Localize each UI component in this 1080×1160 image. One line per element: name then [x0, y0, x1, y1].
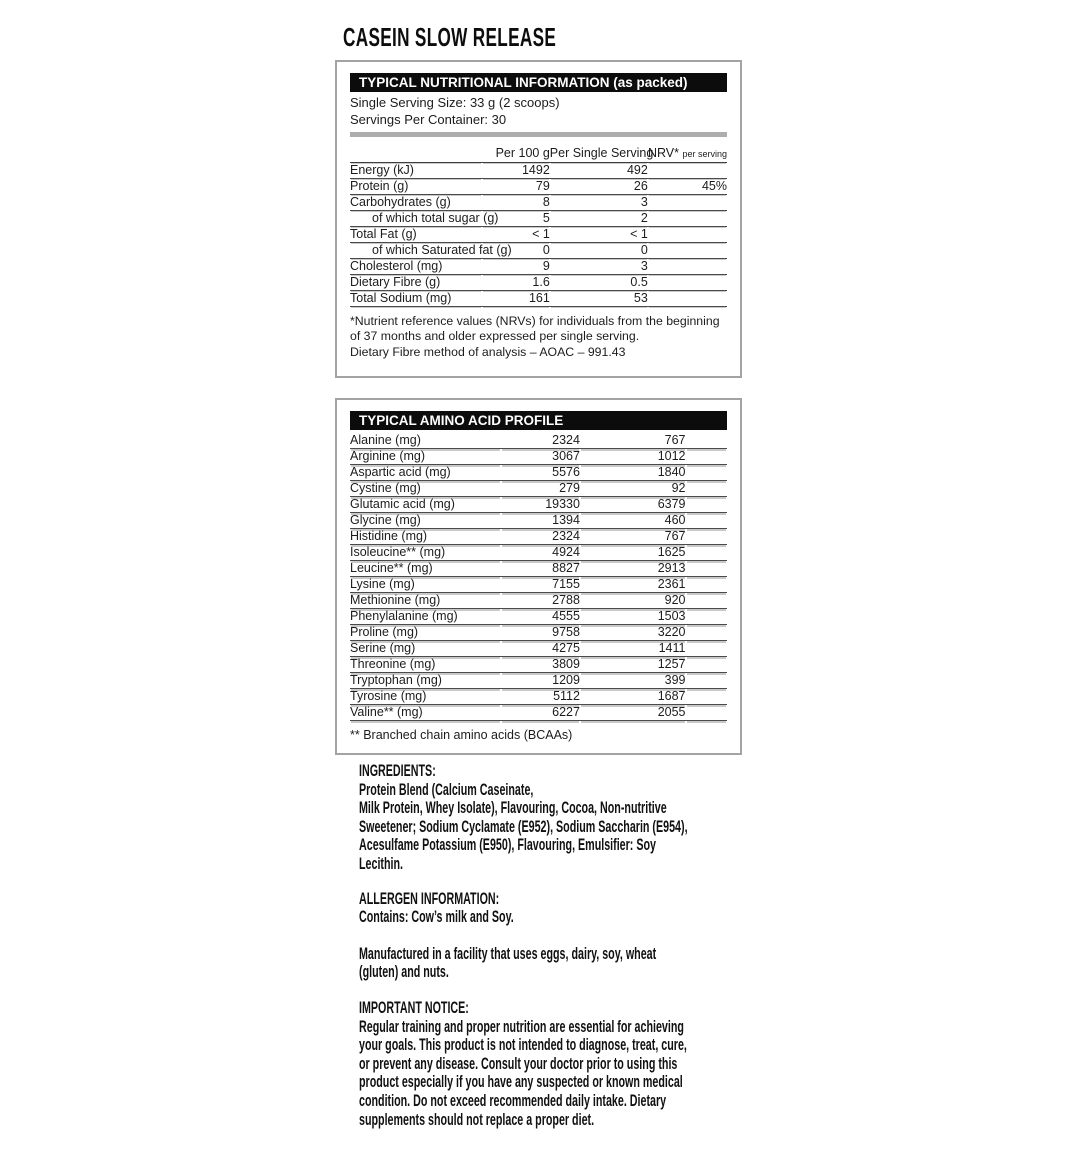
- nutrition-table: [350, 142, 727, 307]
- row-label-cell: Valine** (mg): [350, 705, 501, 721]
- row-label-cell: Isoleucine** (mg): [350, 545, 501, 561]
- row-value-cell: 1209: [501, 673, 580, 689]
- header-per-single-serving: Per Single Serving: [550, 142, 648, 162]
- nutrition-table-head: [350, 142, 727, 162]
- servings-per-container-text: Servings Per Container: 30: [350, 111, 507, 127]
- row-value-cell: [686, 673, 728, 689]
- row-value-cell: 6379: [580, 497, 686, 513]
- row-value-cell: 1012: [580, 449, 686, 465]
- row-value-cell: 26: [550, 178, 648, 194]
- row-value-cell: 4555: [501, 609, 580, 625]
- notice-line: or prevent any disease. Consult your doctor prior to using this: [359, 1053, 678, 1073]
- ingredients-heading: INGREDIENTS:: [359, 761, 436, 780]
- row-value-cell: < 1: [550, 226, 648, 242]
- allergen-heading: ALLERGEN INFORMATION:: [359, 888, 500, 908]
- row-value-cell: 2055: [580, 705, 686, 721]
- nutrition-panel: [335, 60, 742, 378]
- table-row: [350, 449, 727, 465]
- row-label-cell: Dietary Fibre (g): [350, 274, 482, 290]
- row-value-cell: 1.6: [482, 274, 550, 290]
- row-value-cell: 3: [550, 258, 648, 274]
- notice-section: [359, 999, 759, 1129]
- facility-section: [359, 945, 759, 982]
- row-value-cell: 1840: [580, 465, 686, 481]
- table-row: [350, 433, 727, 449]
- row-label-cell: Total Sodium (mg): [350, 290, 482, 306]
- row-value-cell: 53: [550, 290, 648, 306]
- nrv-per-serving-label: per serving: [682, 148, 727, 159]
- table-row: [350, 481, 727, 497]
- row-value-cell: 0: [550, 242, 648, 258]
- row-value-cell: [648, 290, 727, 306]
- table-row: [350, 290, 727, 306]
- row-value-cell: [686, 705, 728, 721]
- ingredients-line: Lecithin.: [359, 853, 404, 873]
- row-value-cell: 19330: [501, 497, 580, 513]
- row-value-cell: 767: [580, 529, 686, 545]
- row-label-cell: of which total sugar (g): [350, 210, 482, 226]
- row-value-cell: [648, 226, 727, 242]
- row-value-cell: [686, 609, 728, 625]
- row-label-cell: Protein (g): [350, 178, 482, 194]
- notice-line: condition. Do not exceed recommended daily intake. Dietary: [359, 1090, 667, 1110]
- row-label-cell: Threonine (mg): [350, 657, 501, 673]
- row-value-cell: [686, 657, 728, 673]
- row-value-cell: 5: [482, 210, 550, 226]
- row-label-cell: Tyrosine (mg): [350, 689, 501, 705]
- table-row: [350, 242, 727, 258]
- row-value-cell: < 1: [482, 226, 550, 242]
- facility-line: Manufactured in a facility that uses eggs, dairy, soy, wheat: [359, 943, 657, 963]
- row-value-cell: 5112: [501, 689, 580, 705]
- footnote-line: *Nutrient reference values (NRVs) for individuals from the beginning: [350, 313, 720, 328]
- allergen-section: [359, 890, 759, 927]
- notice-heading: IMPORTANT NOTICE:: [359, 997, 469, 1017]
- row-value-cell: 6227: [501, 705, 580, 721]
- row-value-cell: 0.5: [550, 274, 648, 290]
- table-row: [350, 178, 727, 194]
- row-label-cell: Tryptophan (mg): [350, 673, 501, 689]
- row-value-cell: 279: [501, 481, 580, 497]
- row-value-cell: 920: [580, 593, 686, 609]
- row-value-cell: 1625: [580, 545, 686, 561]
- row-label-cell: Total Fat (g): [350, 226, 482, 242]
- row-value-cell: 2: [550, 210, 648, 226]
- row-value-cell: 2913: [580, 561, 686, 577]
- row-label-cell: Leucine** (mg): [350, 561, 501, 577]
- row-value-cell: 8: [482, 194, 550, 210]
- row-value-cell: [686, 545, 728, 561]
- nutrition-panel-header: TYPICAL NUTRITIONAL INFORMATION (as packed): [350, 73, 727, 92]
- row-value-cell: [686, 497, 728, 513]
- table-row: [350, 226, 727, 242]
- row-label-cell: Proline (mg): [350, 625, 501, 641]
- row-value-cell: 92: [580, 481, 686, 497]
- facility-line: (gluten) and nuts.: [359, 962, 449, 982]
- row-label-cell: Aspartic acid (mg): [350, 465, 501, 481]
- table-row: [350, 497, 727, 513]
- row-value-cell: 3809: [501, 657, 580, 673]
- row-value-cell: 9758: [501, 625, 580, 641]
- table-row: [350, 210, 727, 226]
- row-label-cell: of which Saturated fat (g): [350, 242, 482, 258]
- row-value-cell: [686, 513, 728, 529]
- row-value-cell: 2788: [501, 593, 580, 609]
- row-label-cell: Cholesterol (mg): [350, 258, 482, 274]
- row-value-cell: 4924: [501, 545, 580, 561]
- row-value-cell: 3: [550, 194, 648, 210]
- row-value-cell: 9: [482, 258, 550, 274]
- row-value-cell: [648, 210, 727, 226]
- row-label-cell: Carbohydrates (g): [350, 194, 482, 210]
- row-label-cell: Arginine (mg): [350, 449, 501, 465]
- ingredients-section: [359, 762, 759, 874]
- row-label-cell: Glutamic acid (mg): [350, 497, 501, 513]
- row-value-cell: 3220: [580, 625, 686, 641]
- row-value-cell: 0: [482, 242, 550, 258]
- table-row: [350, 258, 727, 274]
- row-label-cell: Phenylalanine (mg): [350, 609, 501, 625]
- amino-table-body: [350, 433, 727, 721]
- row-value-cell: [686, 641, 728, 657]
- table-row: [350, 593, 727, 609]
- header-spacer-cell: [350, 142, 482, 162]
- table-row: [350, 609, 727, 625]
- row-value-cell: 79: [482, 178, 550, 194]
- row-value-cell: [686, 561, 728, 577]
- table-row: [350, 529, 727, 545]
- footnote-line: Dietary Fibre method of analysis – AOAC – 991.43: [350, 344, 626, 359]
- table-row: [350, 545, 727, 561]
- row-value-cell: 161: [482, 290, 550, 306]
- table-row: [350, 465, 727, 481]
- amino-acid-table: [350, 433, 727, 721]
- row-label-cell: Alanine (mg): [350, 433, 501, 449]
- row-value-cell: [648, 194, 727, 210]
- row-value-cell: 1687: [580, 689, 686, 705]
- table-row: [350, 641, 727, 657]
- row-label-cell: Cystine (mg): [350, 481, 501, 497]
- row-value-cell: 1411: [580, 641, 686, 657]
- row-value-cell: 1394: [501, 513, 580, 529]
- nutrition-footnotes: [350, 314, 727, 361]
- row-value-cell: [648, 242, 727, 258]
- row-value-cell: [686, 433, 728, 449]
- row-label-cell: Methionine (mg): [350, 593, 501, 609]
- row-value-cell: 45%: [648, 178, 727, 194]
- allergen-line: Contains: Cow’s milk and Soy.: [359, 907, 514, 927]
- ingredients-line: Sweetener; Sodium Cyclamate (E952), Sodium Saccharin (E954),: [359, 816, 688, 836]
- row-label-cell: Histidine (mg): [350, 529, 501, 545]
- footnote-line: of 37 months and older expressed per single serving.: [350, 329, 640, 343]
- table-row: [350, 561, 727, 577]
- row-value-cell: 5576: [501, 465, 580, 481]
- row-label-cell: Lysine (mg): [350, 577, 501, 593]
- row-value-cell: [648, 258, 727, 274]
- table-row: [350, 689, 727, 705]
- label-copy: [359, 762, 759, 1129]
- row-value-cell: 1503: [580, 609, 686, 625]
- table-row: [350, 274, 727, 290]
- table-row: [350, 705, 727, 721]
- row-value-cell: [686, 465, 728, 481]
- table-row: [350, 657, 727, 673]
- row-value-cell: [686, 577, 728, 593]
- row-value-cell: [686, 481, 728, 497]
- amino-acid-panel: [335, 398, 742, 755]
- row-value-cell: 460: [580, 513, 686, 529]
- row-value-cell: 2324: [501, 529, 580, 545]
- row-value-cell: 767: [580, 433, 686, 449]
- row-value-cell: [686, 529, 728, 545]
- amino-panel-header: TYPICAL AMINO ACID PROFILE: [350, 411, 727, 430]
- row-value-cell: 399: [580, 673, 686, 689]
- header-per-100g: Per 100 g: [482, 142, 550, 162]
- header-nrv: [648, 142, 727, 162]
- notice-line: supplements should not replace a proper diet.: [359, 1109, 595, 1129]
- table-row: [350, 513, 727, 529]
- row-value-cell: 2361: [580, 577, 686, 593]
- row-value-cell: [686, 625, 728, 641]
- page-title: CASEIN SLOW RELEASE: [343, 22, 557, 52]
- divider-bar: [350, 132, 727, 137]
- row-value-cell: 1257: [580, 657, 686, 673]
- row-value-cell: [686, 593, 728, 609]
- row-value-cell: 3067: [501, 449, 580, 465]
- row-value-cell: 4275: [501, 641, 580, 657]
- row-value-cell: 1492: [482, 162, 550, 178]
- table-row: [350, 194, 727, 210]
- notice-line: product especially if you have any suspected or known medical: [359, 1072, 683, 1092]
- nutrition-header-row: [350, 142, 727, 162]
- table-row: [350, 625, 727, 641]
- nrv-label: NRV*: [647, 145, 679, 160]
- row-value-cell: 7155: [501, 577, 580, 593]
- row-value-cell: [686, 689, 728, 705]
- row-value-cell: [686, 449, 728, 465]
- row-value-cell: [648, 274, 727, 290]
- bcaa-footnote: ** Branched chain amino acids (BCAAs): [350, 728, 573, 742]
- table-row: [350, 577, 727, 593]
- row-value-cell: 2324: [501, 433, 580, 449]
- row-value-cell: 492: [550, 162, 648, 178]
- row-label-cell: Glycine (mg): [350, 513, 501, 529]
- row-value-cell: [648, 162, 727, 178]
- notice-line: Regular training and proper nutrition are essential for achieving: [359, 1016, 684, 1036]
- ingredients-line: Milk Protein, Whey Isolate), Flavouring, Cocoa, Non-nutritive: [359, 798, 667, 818]
- table-row: [350, 162, 727, 178]
- ingredients-line: Protein Blend (Calcium Caseinate,: [359, 779, 534, 799]
- serving-size-text: Single Serving Size: 33 g (2 scoops): [350, 95, 560, 110]
- ingredients-line: Acesulfame Potassium (E950), Flavouring, Emulsifier: Soy: [359, 835, 656, 855]
- row-value-cell: 8827: [501, 561, 580, 577]
- row-label-cell: Serine (mg): [350, 641, 501, 657]
- notice-line: your goals. This product is not intended to diagnose, treat, cure,: [359, 1035, 687, 1055]
- row-label-cell: Energy (kJ): [350, 162, 482, 178]
- nutrition-table-body: [350, 162, 727, 306]
- table-row: [350, 673, 727, 689]
